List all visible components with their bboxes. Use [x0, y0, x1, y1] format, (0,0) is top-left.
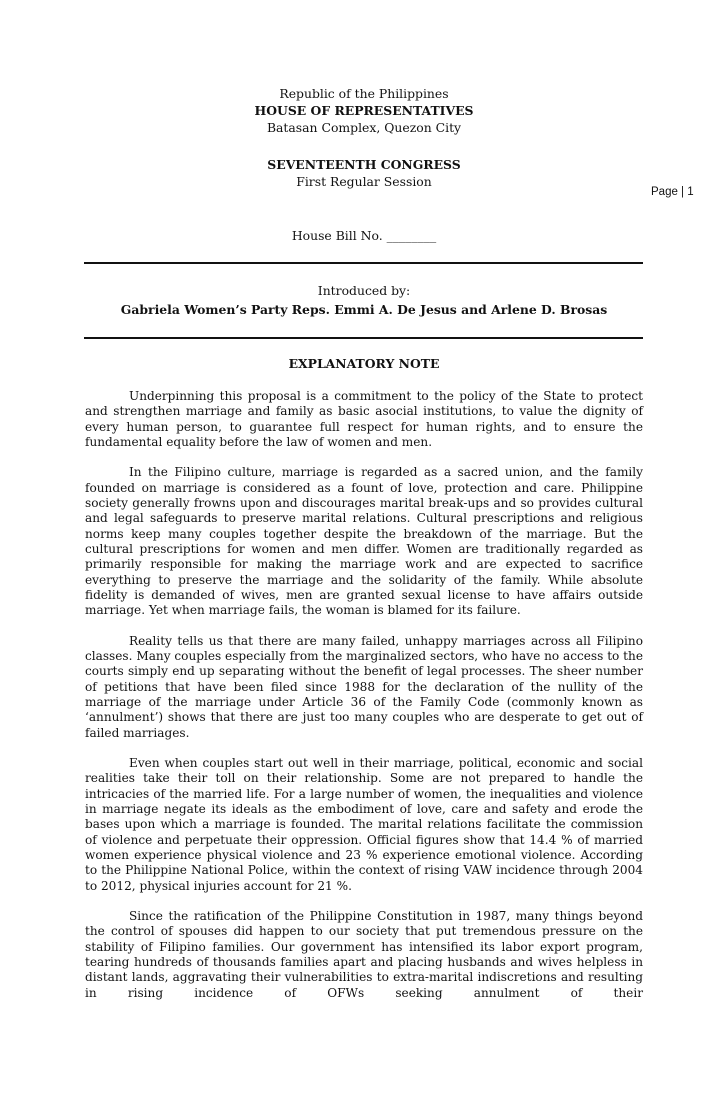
top-divider [84, 262, 643, 264]
republic-line: Republic of the Philippines [279, 86, 449, 101]
session-line: First Regular Session [296, 174, 432, 189]
note-title-text: EXPLANATORY NOTE [288, 356, 440, 371]
authors-line: Gabriela Women’s Party Reps. Emmi A. De Jesus and Arlene D. Brosas [120, 302, 608, 317]
introduction-block [0, 282, 728, 318]
paragraph-4: Even when couples start out well in their marriage, political, economic and social realities take their toll on their relationship. Some are not prepared to handle the intricacies of the married life. For a large number of women, the inequalities and violence in marriage negate its ideals as the embodiment of love, care and safety and erode the bases upon which a marriage is founded. The marital relations facilitate the commission of violence and perpetuate their oppression. Official figures show that 14.4 % of married women experience physical violence and 23 % experience emotional violence. According to the Philippine National Police, within the context of rising VAW incidence through 2004 to 2012, physical injuries account for 21 %. [85, 756, 643, 893]
location-line: Batasan Complex, Quezon City [266, 120, 462, 135]
explanatory-note-title [0, 355, 728, 372]
paragraph-5: Since the ratification of the Philippine Constitution in 1987, many things beyond the control of spouses did happen to our society that put tremendous pressure on the stability of Filipino families. Our government has intensified its labor export program, tearing hundreds of thousands families apart and placing husbands and wives helpless in distant lands, aggravating their vulnerabilities to extra-marital indiscretions and resulting in rising incidence of OFWs seeking annulment of their [85, 909, 643, 1000]
explanatory-note-body [85, 389, 643, 1001]
document-header [0, 85, 728, 136]
house-line: HOUSE OF REPRESENTATIVES [254, 103, 474, 118]
page-number: Page | 1 [651, 186, 694, 198]
paragraph-1: Underpinning this proposal is a commitment to the policy of the State to protect and strengthen marriage and family as basic asocial institutions, to value the dignity of every human person, to guarantee full respect for human rights, and to ensure the fundamental equality before the law of women and men. [85, 389, 643, 449]
congress-line: SEVENTEENTH CONGRESS [267, 157, 461, 172]
paragraph-3: Reality tells us that there are many failed, unhappy marriages across all Filipino classes. Many couples especially from the marginalized sectors, who have no access to the courts simply end up separating without the benefit of legal processes. The sheer number of petitions that have been filed since 1988 for the declaration of the nullity of the marriage of the marriage under Article 36 of the Family Code (commonly known as ‘annulment’) shows that there are just too many couples who are desperate to get out of failed marriages. [85, 633, 643, 740]
bill-number-line: House Bill No. ________ [291, 228, 437, 243]
bill-number-block [0, 227, 728, 244]
introduced-by-label: Introduced by: [317, 283, 411, 298]
bottom-divider [84, 337, 643, 339]
congress-block [0, 156, 728, 190]
paragraph-2: In the Filipino culture, marriage is regarded as a sacred union, and the family founded on marriage is considered as a fount of love, protection and care. Philippine society generally frowns upon and discourages marital break-ups and so provides cultural and legal safeguards to preserve marital relations. Cultural prescriptions and religious norms keep many couples together despite the breakdown of the marriage. But the cultural prescriptions for women and men differ. Women are traditionally regarded as primarily responsible for making the marriage work and are expected to sacrifice everything to preserve the marriage and the solidarity of the family. While absolute fidelity is demanded of wives, men are granted sexual license to have affairs outside marriage. Yet when marriage fails, the woman is blamed for its failure. [85, 465, 643, 618]
